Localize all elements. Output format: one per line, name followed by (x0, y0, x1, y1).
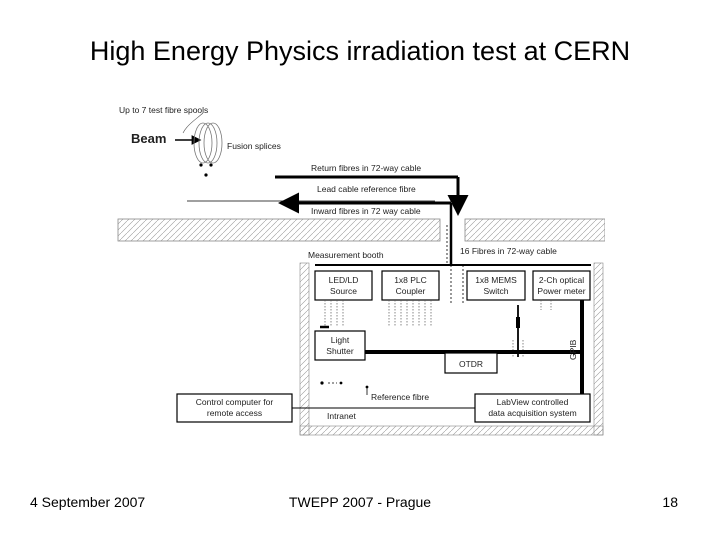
spool-pointer (183, 113, 203, 133)
footer-conference: TWEPP 2007 - Prague (288, 494, 432, 510)
fibre-spool (204, 123, 222, 163)
booth-wall-left (300, 263, 309, 435)
fibre-spool (194, 123, 212, 163)
fibre-spool (199, 123, 217, 163)
sixteen-fibres-label: 16 Fibres in 72-way cable (460, 246, 557, 256)
diagram-label: Power meter (537, 286, 586, 296)
slide-title: High Energy Physics irradiation test at CERN (89, 36, 631, 66)
floor-slab-right (465, 219, 605, 241)
diagram-label: OTDR (458, 359, 484, 369)
diagram-label: LabView controlled (496, 397, 569, 407)
diagram-label: remote access (206, 408, 263, 418)
diagram-label: 1x8 PLC (394, 275, 427, 285)
floor-slab-left (118, 219, 440, 241)
diagram-label: Control computer for (195, 397, 274, 407)
diagram-label: Switch (483, 286, 509, 296)
diagram-label: Shutter (326, 346, 354, 356)
booth-wall-right (594, 263, 603, 435)
spools-label: Up to 7 test fibre spools (119, 105, 209, 115)
gpib-label: GPIB (568, 339, 578, 360)
diagram-label: Source (330, 286, 357, 296)
diagram-label: 1x8 MEMS (475, 275, 517, 285)
lead-cable-label: Lead cable reference fibre (317, 184, 416, 194)
footer-page-number: 18 (662, 494, 678, 510)
splices-label: Fusion splices (227, 141, 281, 151)
diagram-label: Light (330, 335, 350, 345)
intranet-label: Intranet (327, 411, 356, 421)
booth-wall-bottom (300, 426, 603, 435)
return-fibres-label: Return fibres in 72-way cable (311, 163, 422, 173)
diagram-label: data acquisition system (488, 408, 577, 418)
reference-fibre-label: Reference fibre (371, 392, 430, 402)
diagram-label: LED/LD (328, 275, 359, 285)
diagram-label: 2-Ch optical (538, 275, 585, 285)
beam-label: Beam (131, 131, 167, 146)
footer-date: 4 September 2007 (30, 494, 146, 510)
irradiation-setup-diagram (115, 95, 605, 440)
inward-fibres-label: Inward fibres in 72 way cable (311, 206, 421, 216)
booth-label: Measurement booth (308, 250, 384, 260)
diagram-label: Coupler (395, 286, 426, 296)
